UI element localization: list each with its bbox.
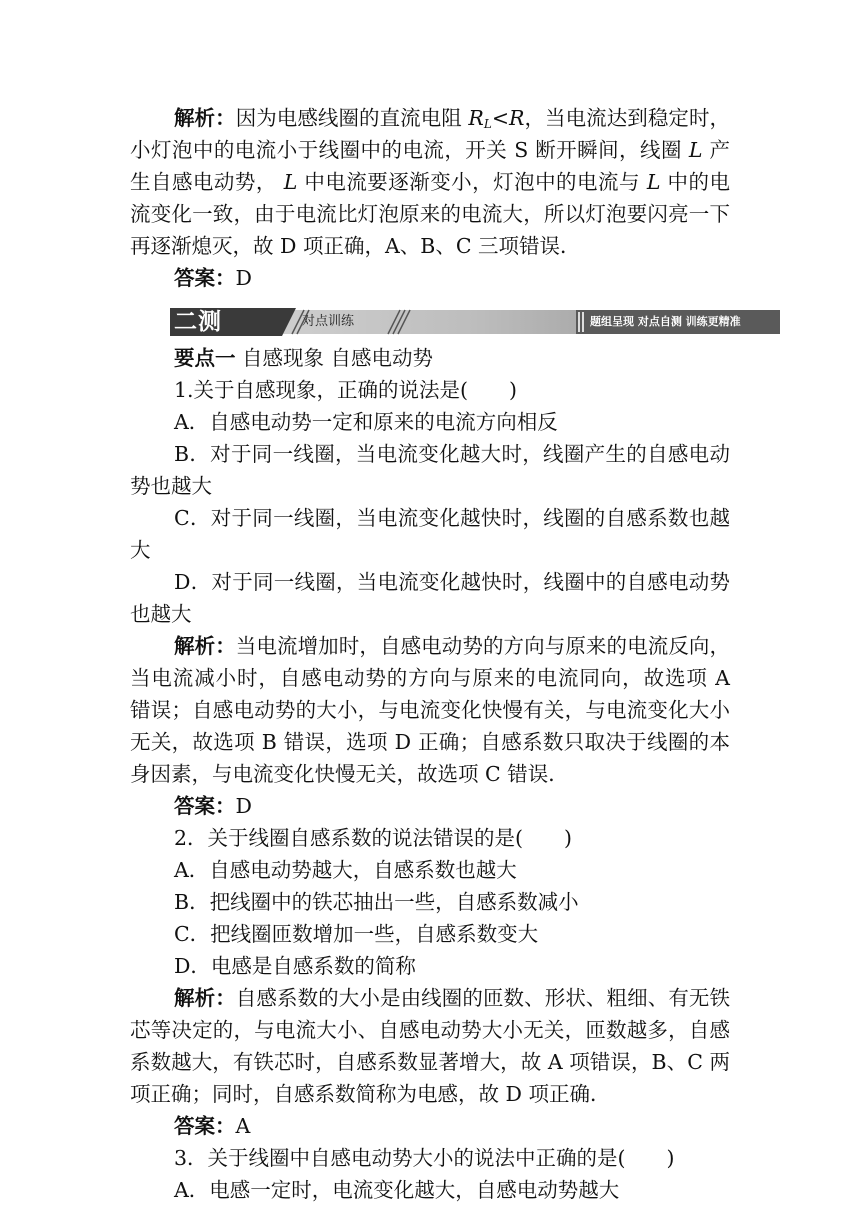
q2-stem: 2．关于线圈自感系数的说法错误的是( ) — [174, 826, 573, 850]
intro-analysis-block — [130, 102, 730, 294]
banner-title: 二测 — [174, 309, 222, 335]
q2-option-d: D．电感是自感系数的简称 — [174, 954, 416, 978]
intro-answer: 答案：D — [174, 266, 252, 290]
resistance-symbol: R — [468, 106, 484, 130]
analysis-label: 解析： — [174, 106, 236, 130]
banner-subtitle: 对点训练 — [302, 314, 355, 329]
q1-option-a: A．自感电动势一定和原来的电流方向相反 — [174, 410, 558, 434]
questions-block — [130, 342, 730, 1206]
q3-option-a: A．电感一定时，电流变化越大，自感电动势越大 — [174, 1178, 620, 1202]
q1-option-d: D．对于同一线圈，当电流变化越快时，线圈中的自感电动势也越大 — [130, 570, 730, 626]
q3-stem: 3．关于线圈中自感电动势大小的说法中正确的是( ) — [174, 1146, 675, 1170]
section-banner — [170, 308, 780, 336]
section-heading: 要点一 自感现象 自感电动势 — [174, 346, 434, 370]
q1-answer: 答案：D — [174, 794, 252, 818]
q2-option-b: B．把线圈中的铁芯抽出一些，自感系数减小 — [174, 890, 579, 914]
q1-stem: 1.关于自感现象，正确的说法是( ) — [174, 378, 518, 402]
banner-tagline: 题组呈现 对点自测 训练更精准 — [590, 315, 741, 328]
q2-option-c: C．把线圈匝数增加一些，自感系数变大 — [174, 922, 539, 946]
intro-analysis: 解析：因为电感线圈的直流电阻 $R_L<R$，当电流达到稳定时，小灯泡中的电流小于线圈中的电流，开关 S 断开瞬间，线圈 L 产生自感电动势， L 中电流要逐渐变小，灯泡中的电流与 L 中的电流变化一致，由于电流比灯泡原来的电流大，所以灯泡要闪亮一下再逐渐熄灭，故 D 项正确，A、B、C 三项错误． — [130, 106, 731, 258]
q2-option-a: A．自感电动势越大，自感系数也越大 — [174, 858, 517, 882]
q1-analysis: 解析：当电流增加时，自感电动势的方向与原来的电流反向，当电流减小时，自感电动势的方向与原来的电流同向，故选项 A 错误；自感电动势的大小，与电流变化快慢有关，与电流变化大小无关，故选项 B 错误，选项 D 正确；自感系数只取决于线圈的本身因素，与电流变化快慢无关，故选项 C 错误． — [130, 634, 731, 786]
q2-analysis: 解析：自感系数的大小是由线圈的匝数、形状、粗细、有无铁芯等决定的，与电流大小、自感电动势大小无关，匝数越多，自感系数越大，有铁芯时，自感系数显著增大，故 A 项错误，B、C 两项正确；同时，自感系数简称为电感，故 D 项正确． — [130, 986, 731, 1106]
q2-answer: 答案：A — [174, 1114, 251, 1138]
q1-option-c: C．对于同一线圈，当电流变化越快时，线圈的自感系数也越大 — [130, 506, 730, 562]
q1-option-b: B．对于同一线圈，当电流变化越大时，线圈产生的自感电动势也越大 — [130, 442, 730, 498]
